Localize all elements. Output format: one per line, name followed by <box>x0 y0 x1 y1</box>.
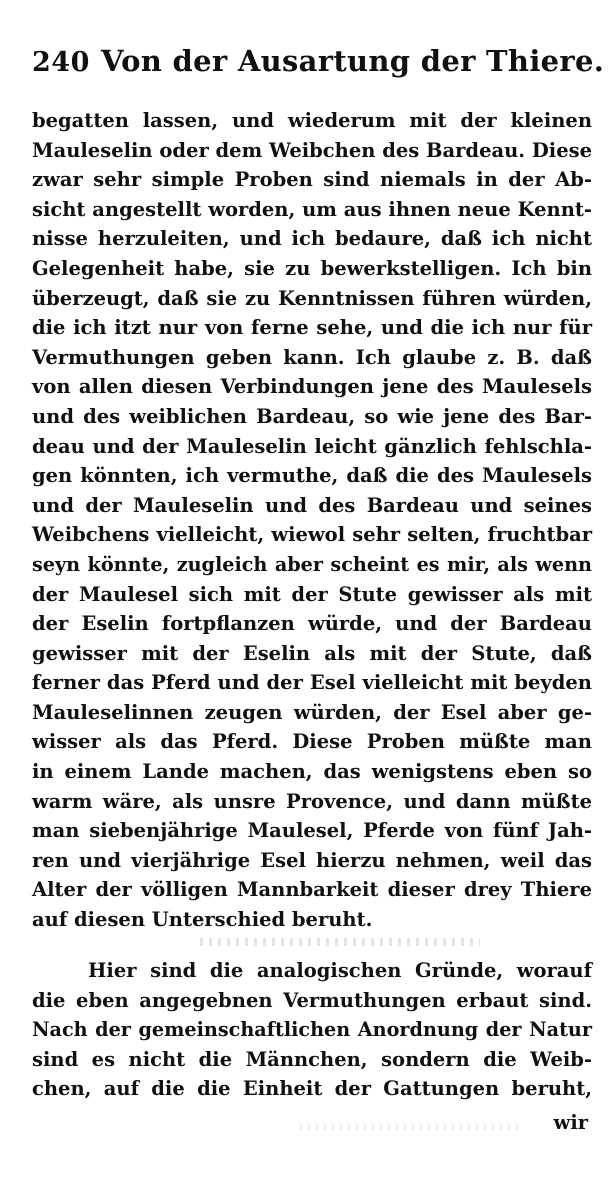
text-line: Nach der gemeinschaftlichen Anordnung der Natur <box>32 1018 592 1042</box>
print-smudge <box>300 1124 520 1130</box>
running-title: Von der Ausartung der Thiere. <box>100 44 605 78</box>
text-line: wisser als das Pferd. Diese Proben müßte man <box>32 730 592 754</box>
text-line: zwar sehr simple Proben sind niemals in der Ab- <box>32 168 592 192</box>
text-line: Gelegenheit habe, sie zu bewerkstelligen. Ich bin <box>32 256 592 280</box>
text-line: seyn könnte, zugleich aber scheint es mir, als wenn <box>32 552 592 576</box>
text-line: von allen diesen Verbindungen jene des Maulesels <box>32 375 592 399</box>
text-line: man siebenjährige Maulesel, Pferde von fünf Jah- <box>32 819 592 843</box>
text-line: Weibchens vielleicht, wiewol sehr selten, fruchtbar <box>32 523 592 547</box>
text-line: der Eselin fortpflanzen würde, und der Bardeau <box>32 612 592 636</box>
text-line: sicht angestellt worden, um aus ihnen neue Kennt- <box>32 197 592 221</box>
print-smudge <box>200 938 480 946</box>
text-line: auf diesen Unterschied beruht. <box>32 908 373 932</box>
text-line: warm wäre, als unsre Provence, und dann müßte <box>32 789 592 813</box>
paragraph-2 <box>32 956 592 1104</box>
text-line: begatten lassen, und wiederum mit der kleinen <box>32 109 592 132</box>
text-line: Vermuthungen geben kann. Ich glaube z. B. daß <box>32 345 592 369</box>
text-line: chen, auf die die Einheit der Gattungen beruht, <box>32 1077 592 1101</box>
text-line: und der Mauleselin und des Bardeau und seines <box>32 493 592 517</box>
page-number: 240 <box>32 47 90 78</box>
catchword: wir <box>553 1111 588 1134</box>
text-line: gewisser mit der Eselin als mit der Stute, daß <box>32 641 592 665</box>
text-line: überzeugt, daß sie zu Kenntnissen führen würden, <box>32 286 592 310</box>
text-line: Hier sind die analogischen Gründe, worauf <box>88 959 592 982</box>
text-line: deau und der Mauleselin leicht gänzlich fehlschla- <box>32 434 592 458</box>
text-line: der Maulesel sich mit der Stute gewisser als mit <box>32 582 592 606</box>
text-line: die eben angegebnen Vermuthungen erbaut sind. <box>32 988 592 1012</box>
text-line: nisse herzuleiten, und ich bedaure, daß ich nicht <box>32 227 592 251</box>
text-line: in einem Lande machen, das wenigstens eben so <box>32 760 592 784</box>
text-line: Mauleselinnen zeugen würden, der Esel aber ge- <box>32 700 592 724</box>
text-line: Alter der völligen Mannbarkeit dieser drey Thiere <box>32 878 592 902</box>
text-line: ferner das Pferd und der Esel vielleicht mit beyden <box>32 671 592 695</box>
text-line: gen könnten, ich vermuthe, daß die des Maulesels <box>32 464 592 488</box>
text-line: sind es nicht die Männchen, sondern die Weib- <box>32 1047 592 1071</box>
page-header <box>32 44 605 84</box>
text-line: Mauleselin oder dem Weibchen des Bardeau. Diese <box>32 138 592 162</box>
paragraph-1 <box>32 106 592 935</box>
text-line: ren und vierjährige Esel hierzu nehmen, weil das <box>32 848 592 872</box>
text-line: die ich itzt nur von ferne sehe, und die ich nur für <box>32 316 592 340</box>
text-line: und des weiblichen Bardeau, so wie jene des Bar- <box>32 404 592 428</box>
